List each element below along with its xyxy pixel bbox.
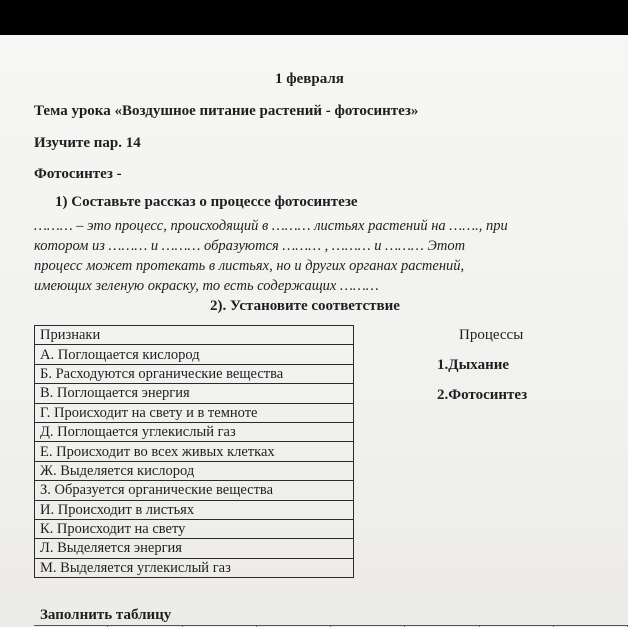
- table-row: [35, 345, 354, 364]
- table-row: [35, 519, 354, 538]
- table-header-cell: Признаки: [35, 326, 354, 345]
- fill-table-heading: Заполнить таблицу: [40, 607, 172, 623]
- table-row: [35, 364, 354, 383]
- table-row: [35, 461, 354, 480]
- table-row: [35, 442, 354, 461]
- processes-heading: Процессы: [459, 327, 524, 343]
- study-instruction: Изучите пар. 14: [34, 135, 141, 151]
- date-heading: 1 февраля: [275, 71, 344, 87]
- feature-cell: Д. Поглощается углекислый газ: [35, 422, 354, 441]
- task1-line: процесс может протекать в листьях, но и других органах растений,: [34, 258, 465, 274]
- photosynthesis-label: Фотосинтез -: [34, 166, 122, 182]
- table-row: [35, 558, 354, 577]
- feature-cell: А. Поглощается кислород: [35, 345, 354, 364]
- feature-cell: И. Происходит в листьях: [35, 500, 354, 519]
- table-row: [35, 403, 354, 422]
- feature-cell: З. Образуется органические вещества: [35, 481, 354, 500]
- task1-title: 1) Составьте рассказ о процессе фотосинтезе: [55, 194, 358, 210]
- table-row: [35, 539, 354, 558]
- features-table: [34, 325, 354, 578]
- table-header-row: [35, 326, 354, 345]
- feature-cell: Ж. Выделяется кислород: [35, 461, 354, 480]
- task1-line: котором из ……… и ……… образуются ……… , ……… и ……… Этот: [34, 238, 466, 254]
- process-respiration: 1.Дыхание: [437, 357, 510, 373]
- lesson-topic: Тема урока «Воздушное питание растений - фотосинтез»: [34, 103, 419, 119]
- feature-cell: К. Происходит на свету: [35, 519, 354, 538]
- feature-cell: М. Выделяется углекислый газ: [35, 558, 354, 577]
- table-row: [35, 500, 354, 519]
- task1-line: имеющих зеленую окраску, то есть содержащих ………: [34, 278, 379, 294]
- feature-cell: Г. Происходит на свету и в темноте: [35, 403, 354, 422]
- table-row: [35, 422, 354, 441]
- process-photosynthesis: 2.Фотосинтез: [437, 387, 528, 403]
- table-row: [35, 481, 354, 500]
- feature-cell: Б. Расходуются органические вещества: [35, 364, 354, 383]
- feature-cell: Л. Выделяется энергия: [35, 539, 354, 558]
- feature-cell: В. Поглощается энергия: [35, 384, 354, 403]
- task2-title: 2). Установите соответствие: [210, 298, 400, 314]
- worksheet-page: [0, 35, 628, 627]
- task1-line: ……… – это процесс, происходящий в ……… листьях растений на ……., при: [34, 218, 508, 234]
- feature-cell: Е. Происходит во всех живых клетках: [35, 442, 354, 461]
- table-row: [35, 384, 354, 403]
